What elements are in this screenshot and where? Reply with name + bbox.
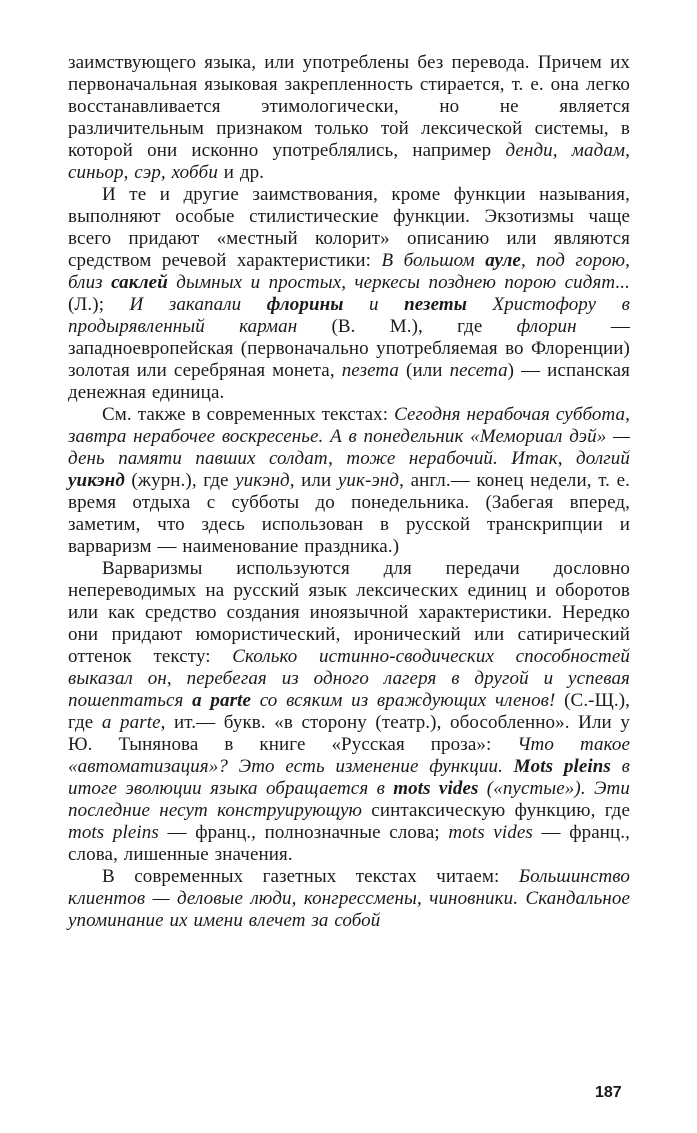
- italic-text: Что такое «автоматизация»? Это есть изменение функции.: [68, 734, 630, 777]
- italic-text: флорин: [516, 316, 577, 337]
- italic-text: песета: [449, 360, 508, 381]
- italic-text: уикэнд: [235, 470, 290, 491]
- italic-text: И закапали: [129, 294, 267, 315]
- italic-text: со всяким из враждующих членов!: [251, 690, 556, 711]
- italic-text: Большинство клиентов — деловые люди, конгрессмены, чиновники. Скандальное упоминание их имени влечет за собой: [68, 866, 630, 931]
- emphasized-term: Mots pleins: [513, 756, 611, 777]
- text-run: , ит.— букв. «в сторону (театр.), обособленно». Или у Ю. Тынянова в книге «Русская проза»:: [68, 712, 630, 755]
- emphasized-term: mots vides: [393, 778, 479, 799]
- text-run: синтаксическую функцию, где: [362, 800, 630, 821]
- italic-text: в итоге эволюции языка обращается в: [68, 756, 630, 799]
- text-run: (С.-Щ.), где: [68, 690, 630, 733]
- italic-text: mots pleins: [68, 822, 159, 843]
- text-run: заимствующего языка, или употреблены без перевода. Причем их первоначальная языковая закрепленность стирается, т. е. она легко восстанавливается этимологически, но не является различительным признаком только той лексической системы, в которой они исконно употреблялись, например: [68, 52, 630, 161]
- text-run: ) — испанская денежная единица.: [68, 360, 630, 403]
- paragraph: [68, 52, 630, 184]
- text-run: и др.: [217, 162, 265, 183]
- paragraph: [68, 184, 630, 404]
- text-run: — западноевропейская (первоначально употребляемая во Флоренции) золотая или серебряная монета,: [68, 316, 631, 381]
- italic-text: a parte: [101, 712, 161, 733]
- emphasized-term: a parte: [192, 690, 252, 711]
- italic-text: Христофору в продырявленный карман: [68, 294, 630, 337]
- emphasized-term: саклей: [111, 272, 168, 293]
- text-run: , или: [289, 470, 338, 491]
- page-number: 187: [595, 1084, 622, 1101]
- paragraph: [68, 866, 630, 932]
- text-run: (журн.), где: [124, 470, 236, 491]
- text-run: См. также в современных текстах:: [102, 404, 395, 425]
- italic-text: («пустые»). Эти последние несут конструирующую: [68, 778, 630, 821]
- paragraph: [68, 404, 630, 558]
- italic-text: уик-энд: [337, 470, 400, 491]
- emphasized-term: пезеты: [404, 294, 468, 315]
- text-run: , англ.— конец недели, т. е. время отдыха с субботы до понедельника. (Забегая вперед, заметим, что здесь использован в русской транскрипции и варваризм — наименование праздника.): [68, 470, 631, 557]
- italic-text: mots vides: [448, 822, 533, 843]
- text-run: (Л.);: [68, 294, 130, 315]
- italic-text: пезета: [341, 360, 400, 381]
- text-run: — франц., слова, лишенные значения.: [68, 822, 630, 865]
- text-run: И те и другие заимствования, кроме функции называния, выполняют особые стилистические функции. Экзотизмы чаще всего придают «местный колорит» описанию или являются средством речевой характеристики:: [68, 184, 630, 271]
- text-run: (или: [399, 360, 450, 381]
- italic-text: Сегодня нерабочая суббота, завтра нерабочее воскресенье. А в понедельник «Мемориал дэй» — день памяти павших солдат, тоже нерабочий. Итак, долгий: [68, 404, 630, 469]
- italic-text: денди, мадам, синьор, сэр, хобби: [68, 140, 630, 183]
- text-run: В современных газетных текстах читаем:: [102, 866, 519, 887]
- italic-text: дымных и простых, черкесы позднею порою сидят...: [167, 272, 630, 293]
- emphasized-term: ауле: [485, 250, 521, 271]
- text-run: (В. М.), где: [297, 316, 517, 337]
- italic-text: Сколько истинно-сводических способностей выказал он, перебегая из одного лагеря в другой и успевая пошептаться: [68, 646, 630, 711]
- body-text: [68, 52, 630, 932]
- italic-text: В большом: [381, 250, 486, 271]
- paragraph: [68, 558, 630, 866]
- text-run: — франц., полнозначные слова;: [158, 822, 449, 843]
- emphasized-term: уикэнд: [68, 470, 125, 491]
- italic-text: , под горою, близ: [68, 250, 630, 293]
- text-run: Варваризмы используются для передачи дословно непереводимых на русский язык лексических единиц и оборотов или как средство создания иноязычной характеристики. Нередко они придают юмористический, иронический или сатирический оттенок тексту:: [68, 558, 630, 667]
- emphasized-term: флорины: [266, 294, 344, 315]
- italic-text: и: [343, 294, 405, 315]
